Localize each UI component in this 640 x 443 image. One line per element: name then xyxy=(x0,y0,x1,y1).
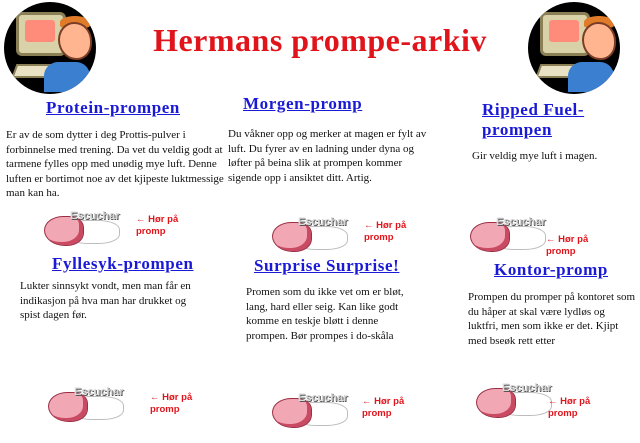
section-body-ripped: Gir veldig mye luft i magen. xyxy=(472,150,598,162)
escuchar-label: Escuchar xyxy=(74,386,124,398)
escuchar-label: Escuchar xyxy=(70,210,120,222)
listen-hint: ← Hør på promp xyxy=(548,396,591,419)
escuchar-label: Escuchar xyxy=(298,392,348,404)
section-heading-surprise: Surprise Surprise! xyxy=(254,256,400,275)
section-body-surprise: Promen som du ikke vet om er bløt, lang, hard eller seig. Kan like godt komme en teskje bløtt i denne prompen. Bør prompes i do-skåla xyxy=(246,286,404,342)
escuchar-label: Escuchar xyxy=(496,216,546,228)
listen-hint: ← Hør på promp xyxy=(150,392,193,415)
section-heading-ripped-line1: Ripped Fuel- xyxy=(482,100,585,119)
escuchar-label: Escuchar xyxy=(298,216,348,228)
section-heading-morgen: Morgen-promp xyxy=(243,94,363,113)
section-body-kontor: Prompen du promper på kontoret som du håper at skal være lydløs og luktfri, men som ikke er det. Kjipt med bseøk rett etter xyxy=(468,291,636,347)
listen-hint: ← Hør på promp xyxy=(136,214,179,237)
listen-hint: ← Hør på promp xyxy=(546,234,589,257)
section-heading-protein: Protein-prompen xyxy=(46,98,180,117)
section-body-protein: Er av de som dytter i deg Prottis-pulver i forbinnelse med trening. Da vet du veldig godt at tarmene fylles opp med unødig mye luft. Denne luften er bortimot noe av det kjipeste luktmessige man kan ha. xyxy=(6,129,224,199)
play-button-surprise[interactable] xyxy=(268,390,418,434)
section-heading-ripped-line2: prompen xyxy=(482,120,553,139)
section-heading-ripped xyxy=(482,100,584,140)
listen-hint: ← Hør på promp xyxy=(362,396,405,419)
section-body-morgen: Du våkner opp og merker at magen er fylt av luft. Du fyrer av en ladning under dyna og løfter på beina slik at prompen kommer sigende opp i ansiktet ditt. Artig. xyxy=(228,128,427,184)
play-button-protein[interactable] xyxy=(40,208,190,252)
escuchar-label: Escuchar xyxy=(502,382,552,394)
play-button-morgen[interactable] xyxy=(268,214,418,258)
section-body-fyllesyk: Lukter sinnsykt vondt, men man får en indikasjon på hva man har drukket og spist dagen før. xyxy=(20,280,191,321)
section-heading-fyllesyk: Fyllesyk-prompen xyxy=(52,254,194,273)
play-button-fyllesyk[interactable] xyxy=(44,384,194,428)
play-button-kontor[interactable] xyxy=(472,380,622,424)
page-title: Hermans prompe-arkiv xyxy=(153,22,487,58)
section-heading-kontor: Kontor-promp xyxy=(494,260,608,279)
listen-hint: ← Hør på promp xyxy=(364,220,407,243)
play-button-ripped[interactable] xyxy=(466,214,616,258)
